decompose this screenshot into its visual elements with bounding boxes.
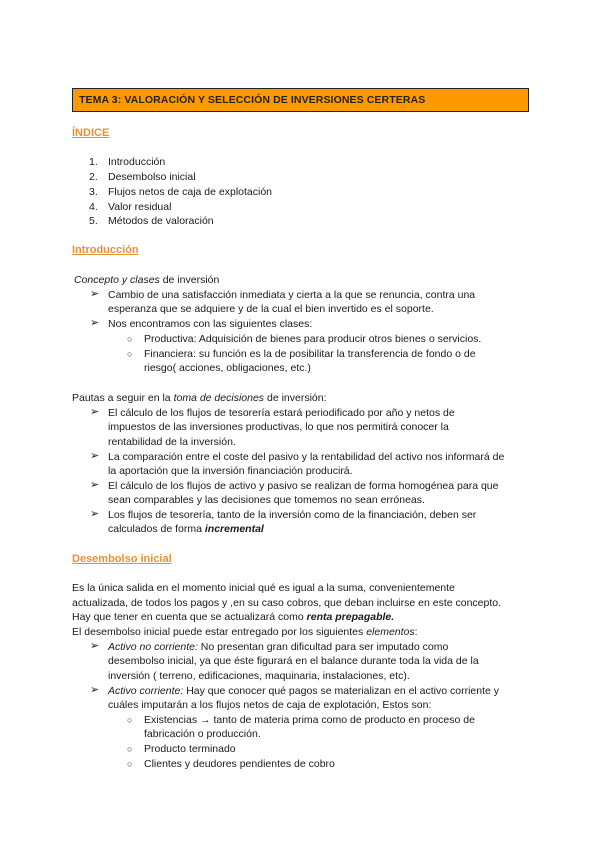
bullet-text xyxy=(108,522,264,537)
document-title: TEMA 3: VALORACIÓN Y SELECCIÓN DE INVERSIONES CERTERAS xyxy=(79,94,426,106)
bullet-text: Los flujos de tesorería, tanto de la inversión como de la financiación, deben ser xyxy=(108,509,477,521)
bullet-text: cuáles imputarán a los flujos netos de caja de explotación, Estos son: xyxy=(108,699,432,711)
index-heading: ÍNDICE xyxy=(72,127,110,139)
elementos-pre: El desembolso inicial puede estar entregado por los siguientes xyxy=(72,626,367,638)
arrow-bullet-icon: ➢ xyxy=(90,640,100,652)
desembolso-heading: Desembolso inicial xyxy=(72,553,172,565)
title-banner xyxy=(72,88,529,112)
activo-corriente-text: Hay que conocer qué pagos se materializan en el activo corriente y xyxy=(183,685,500,697)
index-number: 4. xyxy=(89,201,98,213)
sub-bullet-text: Productiva: Adquisición de bienes para producir otros bienes o servicios. xyxy=(144,333,482,345)
bullet-text xyxy=(108,640,448,655)
sub-bullet-text: Existencias → tanto de materia prima como de producto en proceso de xyxy=(144,714,475,726)
index-number: 2. xyxy=(89,171,98,183)
incremental-pre: calculados de forma xyxy=(108,523,205,535)
arrow-bullet-icon: ➢ xyxy=(90,508,100,520)
circle-bullet-icon: ○ xyxy=(127,759,133,769)
bullet-text: Nos encontramos con las siguientes clases: xyxy=(108,318,313,330)
arrow-bullet-icon: ➢ xyxy=(90,450,100,462)
bullet-text: La comparación entre el coste del pasivo y la rentabilidad del activo nos informará de xyxy=(108,451,505,463)
concepto-rest: de inversión xyxy=(159,274,220,286)
pautas-pre: Pautas a seguir en la xyxy=(72,392,174,404)
bullet-text: desembolso inicial, ya que éste figurará en el balance durante toda la vida de la xyxy=(108,655,479,667)
bullet-text: Cambio de una satisfacción inmediata y cierta a la que se renuncia, contra una xyxy=(108,289,476,301)
index-item-valor-residual: Valor residual xyxy=(108,201,172,213)
paragraph-text xyxy=(72,610,394,625)
concepto-line xyxy=(74,273,219,288)
concepto-italic: Concepto y clases xyxy=(74,274,160,286)
index-item-metodos: Métodos de valoración xyxy=(108,215,214,227)
index-number: 5. xyxy=(89,215,98,227)
introduccion-heading: Introducción xyxy=(72,244,139,256)
arrow-bullet-icon: ➢ xyxy=(90,406,100,418)
sub-bullet-text: Clientes y deudores pendientes de cobro xyxy=(144,758,335,770)
circle-bullet-icon: ○ xyxy=(127,334,133,344)
elementos-italic: elementos xyxy=(366,626,415,638)
incremental-emphasis: incremental xyxy=(204,523,264,535)
paragraph-text: actualizada, de todos los pagos y ,en su caso cobros, que deban incluirse en este concepto. xyxy=(72,597,502,609)
index-item-desembolso: Desembolso inicial xyxy=(108,171,196,183)
sub-bullet-text: Producto terminado xyxy=(144,743,236,755)
bullet-text: esperanza que se adquiere y de la cual el bien invertido es el soporte. xyxy=(108,303,434,315)
renta-emphasis: renta prepagable. xyxy=(306,611,395,623)
renta-pre: Hay que tener en cuenta que se actualizará como xyxy=(72,611,307,623)
pautas-post: de inversión: xyxy=(264,392,327,404)
bullet-text xyxy=(108,684,499,699)
activo-no-corriente-text: No presentan gran dificultad para ser imputado como xyxy=(197,641,449,653)
arrow-bullet-icon: ➢ xyxy=(90,288,100,300)
index-number: 1. xyxy=(89,156,98,168)
circle-bullet-icon: ○ xyxy=(127,715,133,725)
bullet-text: sean comparables y las decisiones que tomemos no sean erróneas. xyxy=(108,494,425,506)
paragraph-text: Es la única salida en el momento inicial qué es igual a la suma, convenientemente xyxy=(72,582,455,594)
sub-bullet-text: fabricación o producción. xyxy=(144,728,261,740)
activo-no-corriente-label: Activo no corriente: xyxy=(108,641,198,653)
pautas-line xyxy=(72,391,327,406)
bullet-text: impuestos de las inversiones productivas, lo que nos permitirá conocer la xyxy=(108,421,449,433)
elementos-post: : xyxy=(414,626,418,638)
arrow-bullet-icon: ➢ xyxy=(90,479,100,491)
bullet-text: la aportación que la inversión financiación producirá. xyxy=(108,465,353,477)
arrow-bullet-icon: ➢ xyxy=(90,684,100,696)
index-item-flujos: Flujos netos de caja de explotación xyxy=(108,186,273,198)
bullet-text: El cálculo de los flujos de activo y pasivo se realizan de forma homogénea para que xyxy=(108,480,499,492)
bullet-text: inversión ( terreno, edificaciones, maquinaria, instalaciones, etc). xyxy=(108,670,410,682)
paragraph-text xyxy=(72,625,418,640)
bullet-text: rentabilidad de la inversión. xyxy=(108,436,236,448)
sub-bullet-text: Financiera: su función es la de posibilitar la transferencia de fondo o de xyxy=(144,348,476,360)
circle-bullet-icon: ○ xyxy=(127,349,133,359)
index-number: 3. xyxy=(89,186,98,198)
pautas-italic: toma de decisiones xyxy=(173,392,265,404)
index-item-introduccion: Introducción xyxy=(108,156,166,168)
arrow-bullet-icon: ➢ xyxy=(90,317,100,329)
activo-corriente-label: Activo corriente: xyxy=(108,685,184,697)
circle-bullet-icon: ○ xyxy=(127,744,133,754)
sub-bullet-text: riesgo( acciones, obligaciones, etc.) xyxy=(144,362,311,374)
bullet-text: El cálculo de los flujos de tesorería estará periodificado por año y netos de xyxy=(108,407,455,419)
